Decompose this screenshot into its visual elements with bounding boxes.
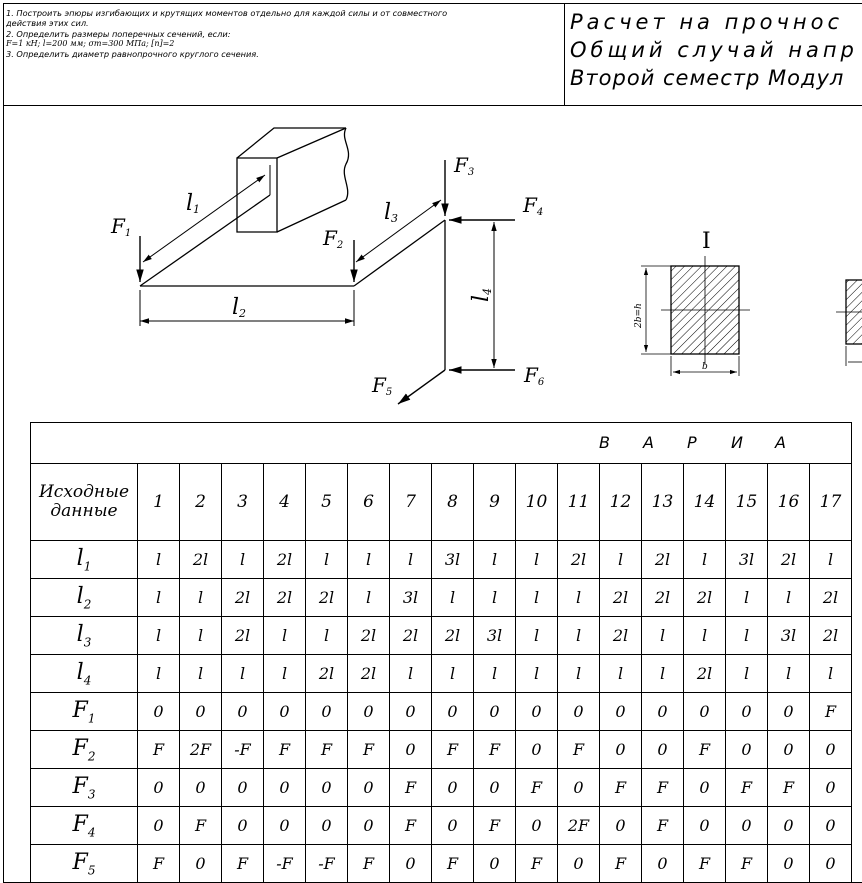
table-cell: l	[516, 617, 558, 655]
beam-l1	[140, 195, 270, 286]
table-cell: 0	[768, 731, 810, 769]
table-cell: 0	[348, 693, 390, 731]
table-cell: -F	[306, 845, 348, 883]
parameter-index: 4	[87, 825, 96, 840]
table-cell: 0	[558, 769, 600, 807]
svg-text:F5	[371, 373, 392, 398]
table-cell: 3l	[726, 541, 768, 579]
label-f4-sub: 4	[536, 207, 544, 218]
row-parameter	[31, 541, 138, 579]
variant-number: 11	[558, 464, 600, 541]
table-cell: 2l	[180, 541, 222, 579]
variant-number: 10	[516, 464, 558, 541]
variant-number: 9	[474, 464, 516, 541]
table-cell: F	[348, 731, 390, 769]
table-cell: F	[390, 769, 432, 807]
table-cell: 2l	[348, 655, 390, 693]
parameter-symbol: F	[72, 773, 88, 799]
table-cell: 0	[138, 769, 180, 807]
table-cell: F	[306, 731, 348, 769]
table-cell: l	[348, 541, 390, 579]
table-cell: 0	[264, 807, 306, 845]
row-parameter	[31, 693, 138, 731]
table-cell: 2F	[558, 807, 600, 845]
table-cell: 0	[642, 731, 684, 769]
table-cell: 0	[726, 807, 768, 845]
table-cell: 0	[810, 769, 852, 807]
support-front-face	[237, 158, 277, 232]
variant-number: 15	[726, 464, 768, 541]
table-row	[31, 579, 852, 617]
variants-table	[30, 422, 852, 883]
label-f6: F	[524, 363, 538, 387]
task-line-5: 3. Определить диаметр равнопрочного круглого сечения.	[6, 49, 259, 60]
table-cell: F	[642, 769, 684, 807]
table-cell: 0	[306, 807, 348, 845]
table-cell: l	[306, 541, 348, 579]
table-cell: 0	[642, 845, 684, 883]
table-row	[31, 541, 852, 579]
table-cell: 0	[600, 693, 642, 731]
table-cell: F	[180, 807, 222, 845]
table-cell: F	[810, 693, 852, 731]
table-cell: 0	[306, 769, 348, 807]
table-cell: l	[264, 617, 306, 655]
variant-number: 8	[432, 464, 474, 541]
table-cell: 0	[180, 693, 222, 731]
table-cell: l	[222, 541, 264, 579]
table-cell: 0	[558, 845, 600, 883]
table-row	[31, 845, 852, 883]
table-cell: 2l	[684, 655, 726, 693]
table-cell: l	[180, 579, 222, 617]
variant-title-cell	[31, 423, 852, 464]
label-l4-sub: 4	[481, 287, 494, 295]
label-f6-sub: 6	[537, 377, 545, 388]
table-row	[31, 617, 852, 655]
table-cell: 0	[390, 693, 432, 731]
cross-section-second	[836, 280, 862, 366]
beam-l5	[398, 370, 445, 404]
table-cell: F	[138, 731, 180, 769]
table-cell: l	[306, 617, 348, 655]
row-parameter	[31, 769, 138, 807]
table-cell: 2l	[222, 579, 264, 617]
variant-letter: А	[775, 433, 786, 452]
table-cell: 2l	[810, 617, 852, 655]
variant-number: 1	[138, 464, 180, 541]
support-break-line	[344, 128, 348, 200]
variant-number: 13	[642, 464, 684, 541]
variant-title-row	[31, 423, 852, 464]
parameter-index: 4	[83, 673, 92, 688]
table-cell: F	[390, 807, 432, 845]
table-cell: 0	[390, 731, 432, 769]
table-cell: 2l	[222, 617, 264, 655]
table-cell: l	[474, 655, 516, 693]
variant-number: 3	[222, 464, 264, 541]
section-label: I	[702, 229, 711, 254]
variant-number: 6	[348, 464, 390, 541]
table-cell: l	[684, 617, 726, 655]
table-cell: 2l	[306, 579, 348, 617]
title-line-1: Расчет на прочнос	[570, 10, 844, 34]
header-row	[31, 464, 852, 541]
parameter-symbol: l	[76, 583, 84, 609]
table-row	[31, 655, 852, 693]
table-cell: F	[516, 769, 558, 807]
label-f3-sub: 3	[467, 167, 475, 178]
label-l1-sub: 1	[193, 203, 201, 216]
table-cell: 0	[516, 807, 558, 845]
table-cell: l	[432, 579, 474, 617]
table-cell: F	[684, 845, 726, 883]
table-cell: 0	[432, 769, 474, 807]
dim-b-label: b	[702, 362, 708, 372]
label-f4: F	[523, 193, 537, 217]
parameter-symbol: l	[76, 545, 84, 571]
row-parameter	[31, 617, 138, 655]
table-cell: F	[432, 845, 474, 883]
table-cell: 0	[348, 807, 390, 845]
table-row	[31, 731, 852, 769]
variant-number: 12	[600, 464, 642, 541]
parameter-index: 3	[83, 635, 92, 650]
variant-letter: А	[643, 433, 654, 452]
variant-letter: В	[599, 433, 610, 452]
table-cell: 2l	[390, 617, 432, 655]
parameter-index: 5	[87, 863, 96, 878]
table-cell: l	[600, 541, 642, 579]
table-cell: l	[138, 541, 180, 579]
svg-text:F4	[522, 193, 543, 218]
parameter-index: 2	[87, 749, 96, 764]
table-cell: 2l	[264, 541, 306, 579]
label-l3-sub: 3	[391, 212, 399, 225]
svg-text:l3	[384, 200, 398, 225]
table-cell: F	[474, 731, 516, 769]
table-cell: 0	[432, 693, 474, 731]
variant-number: 4	[264, 464, 306, 541]
variant-letter: Р	[687, 433, 697, 452]
table-cell: 2F	[180, 731, 222, 769]
table-cell: l	[516, 579, 558, 617]
parameter-symbol: F	[72, 811, 88, 837]
table-cell: 0	[516, 693, 558, 731]
label-f2-sub: 2	[336, 240, 344, 251]
label-f2: F	[323, 226, 337, 250]
table-cell: F	[600, 845, 642, 883]
label-f1-sub: 1	[124, 228, 132, 239]
row-parameter	[31, 845, 138, 883]
table-cell: l	[558, 579, 600, 617]
table-cell: 0	[684, 807, 726, 845]
table-cell: l	[138, 579, 180, 617]
variant-number: 16	[768, 464, 810, 541]
table-cell: 0	[768, 845, 810, 883]
table-cell: l	[726, 617, 768, 655]
parameter-symbol: F	[72, 697, 88, 723]
table-cell: 0	[222, 693, 264, 731]
table-cell: 2l	[642, 579, 684, 617]
table-cell: 2l	[306, 655, 348, 693]
title-line-3: Второй семестр Модул	[570, 66, 845, 90]
table-cell: 0	[390, 845, 432, 883]
cross-section-rect	[634, 229, 750, 376]
svg-text:F2	[322, 226, 343, 251]
table-cell: l	[516, 655, 558, 693]
parameter-index: 2	[83, 597, 92, 612]
table-cell: F	[138, 845, 180, 883]
table-cell: 2l	[810, 579, 852, 617]
table-cell: 0	[768, 693, 810, 731]
table-cell: F	[348, 845, 390, 883]
header-label-line-1: Исходные	[38, 482, 130, 502]
table-cell: 2l	[600, 579, 642, 617]
task-line-2: действия этих сил.	[6, 18, 89, 29]
table-cell: 2l	[768, 541, 810, 579]
table-cell: 0	[600, 807, 642, 845]
table-cell: 0	[474, 845, 516, 883]
table-cell: 0	[684, 769, 726, 807]
svg-text:F3	[453, 153, 474, 178]
table-cell: 2l	[684, 579, 726, 617]
table-cell: l	[348, 579, 390, 617]
table-cell: 2l	[642, 541, 684, 579]
label-f5-sub: 5	[385, 387, 393, 398]
table-cell: l	[600, 655, 642, 693]
table-cell: 0	[558, 693, 600, 731]
table-row	[31, 807, 852, 845]
table-cell: 0	[810, 807, 852, 845]
variant-number: 7	[390, 464, 432, 541]
table-cell: 0	[180, 769, 222, 807]
table-cell: F	[684, 731, 726, 769]
table-cell: l	[558, 617, 600, 655]
label-f3: F	[454, 153, 468, 177]
table-cell: 2l	[432, 617, 474, 655]
title-line-2: Общий случай напр	[570, 38, 858, 62]
table-cell: F	[264, 731, 306, 769]
table-row	[31, 693, 852, 731]
label-l2-sub: 2	[239, 307, 247, 320]
svg-text:F6	[523, 363, 545, 388]
row-parameter	[31, 731, 138, 769]
table-cell: l	[390, 541, 432, 579]
parameter-symbol: l	[76, 659, 84, 685]
table-cell: l	[264, 655, 306, 693]
support-box-edges	[237, 128, 346, 158]
table-cell: 0	[306, 693, 348, 731]
table-cell: 2l	[558, 541, 600, 579]
table-cell: 3l	[474, 617, 516, 655]
table-cell: 0	[726, 693, 768, 731]
label-l4: l	[469, 294, 494, 302]
label-l1: l	[186, 191, 194, 216]
table-cell: 0	[264, 769, 306, 807]
table-cell: 0	[432, 807, 474, 845]
table-cell: l	[222, 655, 264, 693]
header-label-line-2: данные	[50, 501, 118, 521]
table-cell: l	[180, 655, 222, 693]
table-cell: F	[516, 845, 558, 883]
table-cell: l	[390, 655, 432, 693]
table-cell: l	[768, 655, 810, 693]
table-cell: l	[768, 579, 810, 617]
table-cell: 0	[222, 807, 264, 845]
table-cell: F	[726, 769, 768, 807]
table-cell: l	[642, 655, 684, 693]
table-cell: 3l	[432, 541, 474, 579]
table-cell: F	[642, 807, 684, 845]
table-cell: F	[600, 769, 642, 807]
label-l3: l	[384, 200, 392, 225]
table-cell: 0	[516, 731, 558, 769]
variant-number: 2	[180, 464, 222, 541]
table-cell: 0	[264, 693, 306, 731]
table-cell: 0	[684, 693, 726, 731]
task-line-3: 2. Определить размеры поперечных сечений, если:	[6, 28, 231, 39]
table-cell: 0	[222, 769, 264, 807]
variant-number: 17	[810, 464, 852, 541]
table-cell: 0	[768, 807, 810, 845]
table-row	[31, 769, 852, 807]
table-cell: F	[726, 845, 768, 883]
table-cell: l	[810, 541, 852, 579]
table-cell: l	[432, 655, 474, 693]
table-cell: F	[432, 731, 474, 769]
row-parameter	[31, 655, 138, 693]
table-cell: l	[474, 541, 516, 579]
table-cell: 3l	[768, 617, 810, 655]
table-cell: 2l	[348, 617, 390, 655]
svg-text:l1	[186, 191, 200, 216]
dim-h-label: 2b=h	[634, 303, 644, 328]
table-cell: 0	[726, 731, 768, 769]
table-cell: 2l	[264, 579, 306, 617]
table-cell: l	[474, 579, 516, 617]
svg-text:F1	[110, 214, 131, 239]
label-f5: F	[372, 373, 386, 397]
table-cell: F	[768, 769, 810, 807]
table-cell: 0	[810, 845, 852, 883]
table-cell: 0	[810, 731, 852, 769]
table-cell: l	[516, 541, 558, 579]
task-line-1: 1. Построить эпюры изгибающих и крутящих моментов отдельно для каждой силы и от совместного	[6, 8, 448, 18]
parameter-index: 3	[87, 787, 96, 802]
header-label-cell	[31, 464, 138, 541]
table-cell: 0	[474, 769, 516, 807]
variant-number: 14	[684, 464, 726, 541]
table-cell: F	[474, 807, 516, 845]
table-cell: l	[810, 655, 852, 693]
table-cell: 0	[138, 693, 180, 731]
label-l2: l	[232, 295, 240, 320]
parameter-symbol: l	[76, 621, 84, 647]
table-cell: 2l	[600, 617, 642, 655]
table-cell: -F	[264, 845, 306, 883]
row-parameter	[31, 807, 138, 845]
variant-number: 5	[306, 464, 348, 541]
loading-scheme	[0, 0, 862, 422]
table-cell: l	[684, 541, 726, 579]
label-f1: F	[111, 214, 125, 238]
variant-letter: И	[731, 433, 743, 452]
table-cell: 0	[138, 807, 180, 845]
table-cell: F	[558, 731, 600, 769]
table-cell: l	[642, 617, 684, 655]
parameter-index: 1	[87, 711, 96, 726]
row-parameter	[31, 579, 138, 617]
task-given-values: F=1 кН; l=200 мм; σт=300 МПа; [n]=2	[6, 38, 175, 48]
parameter-symbol: F	[72, 735, 88, 761]
table-cell: 0	[180, 845, 222, 883]
table-cell: -F	[222, 731, 264, 769]
table-cell: l	[558, 655, 600, 693]
parameter-index: 1	[83, 559, 92, 574]
table-cell: 0	[348, 769, 390, 807]
table-cell: 0	[474, 693, 516, 731]
table-cell: 3l	[390, 579, 432, 617]
table-cell: 0	[642, 693, 684, 731]
table-cell: l	[180, 617, 222, 655]
table-cell: F	[222, 845, 264, 883]
table-cell: l	[138, 655, 180, 693]
table-cell: l	[726, 579, 768, 617]
table-cell: 0	[600, 731, 642, 769]
svg-text:l2	[232, 295, 246, 320]
table-cell: l	[726, 655, 768, 693]
table-cell: l	[138, 617, 180, 655]
svg-text:l4	[469, 288, 494, 302]
parameter-symbol: F	[72, 849, 88, 875]
